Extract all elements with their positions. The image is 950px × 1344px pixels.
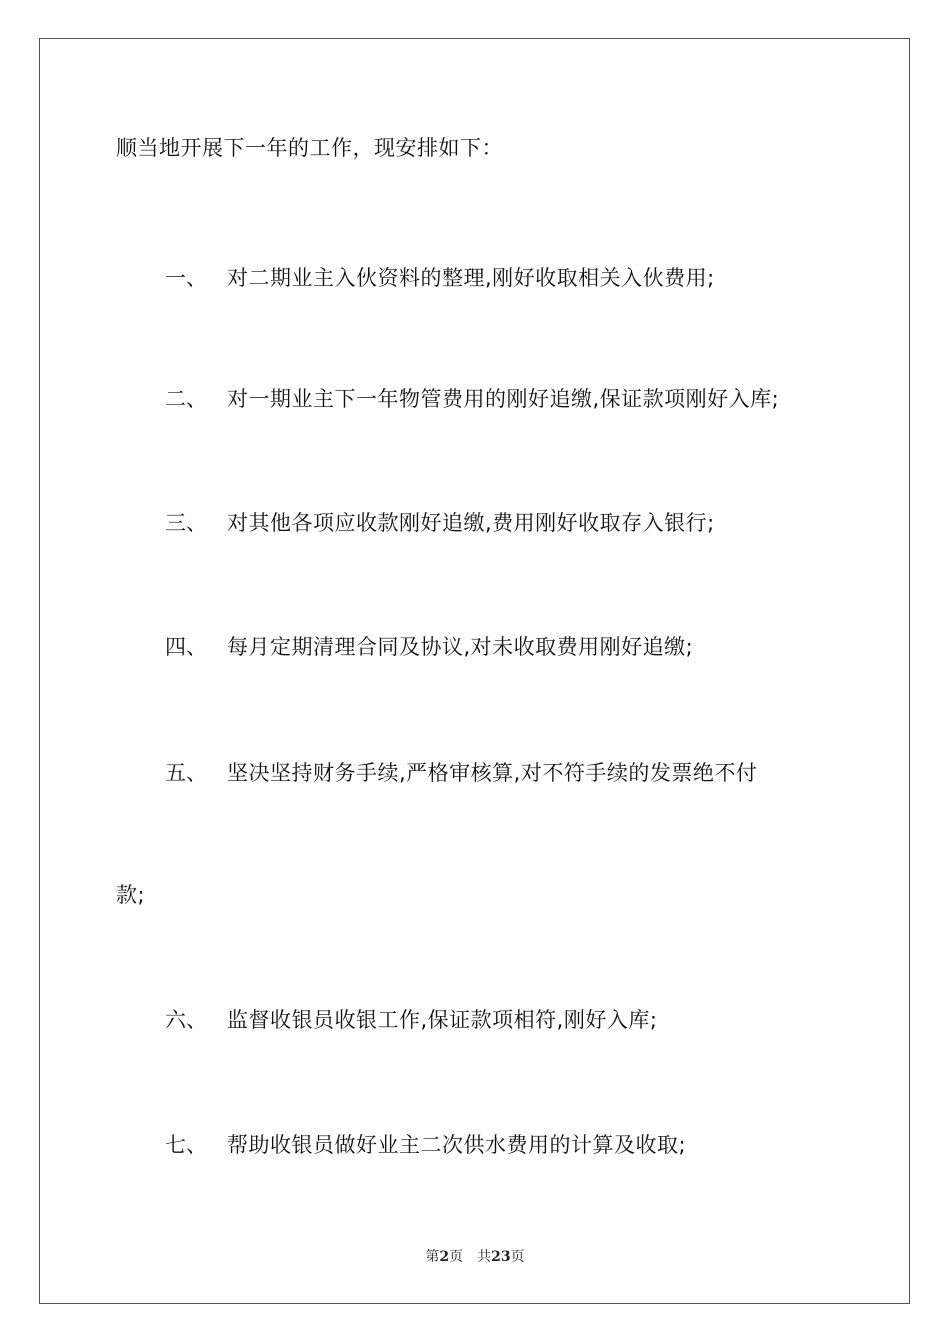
total-suffix: 页 (510, 1249, 525, 1265)
item-text: 帮助收银员做好业主二次供水费用的计算及收取; (227, 1133, 687, 1157)
item-text: 坚决坚持财务手续,严格审核算,对不符手续的发票绝不付 (227, 761, 758, 785)
item-number: 一、 (165, 266, 207, 290)
item-text: 每月定期清理合同及协议,对未收取费用刚好追缴; (227, 635, 694, 659)
page-total: 23 (491, 1249, 511, 1265)
page-frame (39, 38, 910, 1304)
item-number: 六、 (165, 1008, 207, 1032)
item-text-continuation: 款; (116, 883, 146, 907)
item-text: 对二期业主入伙资料的整理,刚好收取相关入伙费用; (227, 266, 715, 290)
page-suffix: 页 (449, 1249, 464, 1265)
page-current: 2 (439, 1249, 450, 1265)
page-prefix: 第 (425, 1249, 440, 1265)
intro-paragraph: 顺当地开展下一年的工作，现安排如下： (116, 136, 503, 160)
item-number: 二、 (165, 387, 207, 411)
item-text: 监督收银员收银工作,保证款项相符,刚好入库; (227, 1008, 658, 1032)
item-number: 四、 (165, 635, 207, 659)
item-number: 五、 (165, 761, 207, 785)
total-prefix: 共 (477, 1249, 492, 1265)
page-footer (0, 1247, 950, 1267)
item-number: 三、 (165, 511, 207, 535)
item-text: 对其他各项应收款刚好追缴,费用刚好收取存入银行; (227, 511, 715, 535)
item-number: 七、 (165, 1133, 207, 1157)
item-text: 对一期业主下一年物管费用的刚好追缴,保证款项刚好入库; (227, 387, 780, 411)
